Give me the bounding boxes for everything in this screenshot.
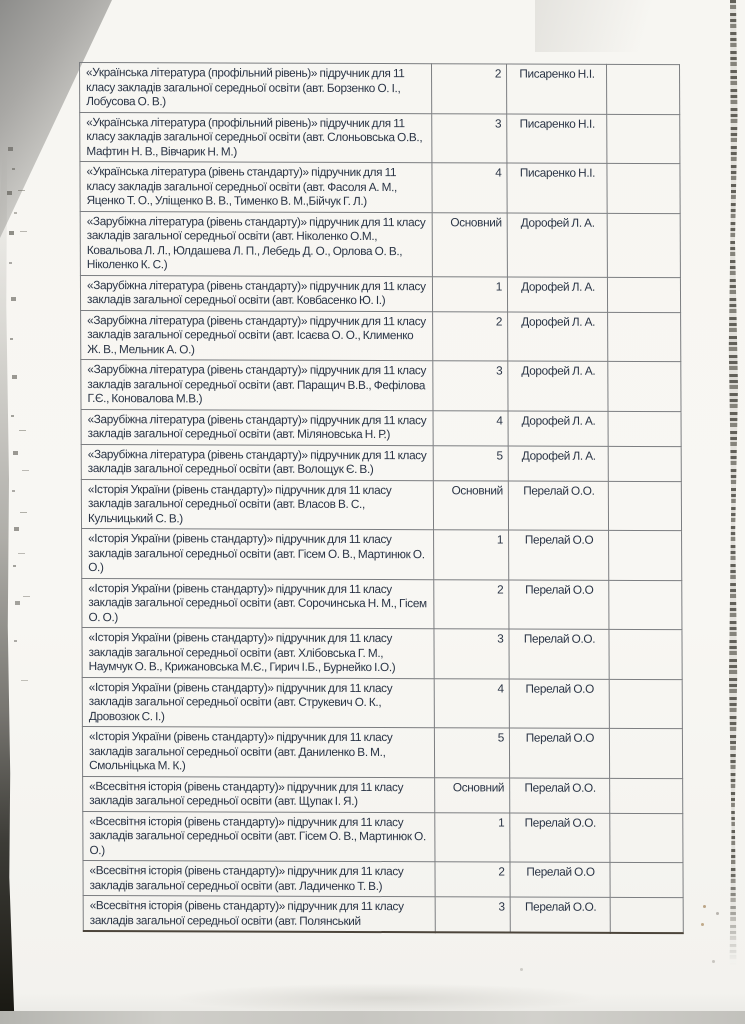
- variant-number-cell: [433, 480, 508, 530]
- textbook-title-cell: [83, 861, 435, 897]
- handwritten-signature-icon: [616, 314, 643, 361]
- variant-number-cell: [434, 728, 509, 778]
- textbook-title-cell: [81, 360, 433, 411]
- textbook-title: «Зарубіжна література (рівень стандарту)» підручник для 11 класу закладів загальної середньої освіти (авт. Паращич В.В., Фефілова Г.Є., Коновалова М.В.): [87, 362, 427, 406]
- variant-number: Основний: [450, 214, 502, 229]
- textbook-title-cell: [81, 444, 433, 480]
- textbook-title-cell: [82, 677, 434, 728]
- handwritten-signature-icon: [615, 902, 672, 933]
- variant-number-cell: [434, 579, 509, 629]
- reviewer-name-cell: [510, 897, 610, 933]
- variant-number: Основний: [451, 482, 503, 497]
- variant-number-cell: [432, 163, 507, 213]
- signature-cell: [610, 813, 683, 863]
- signature-cell: [610, 862, 683, 897]
- scan-bottom-edge: [0, 1011, 745, 1024]
- textbook-title: «Українська література (профільний рівень)» підручник для 11 класу закладів загальної середньої освіти (авт. Слоньовська О.В., Мафтин Н. В., Вівчарик Н. М.): [86, 114, 423, 159]
- textbook-title: «Історія України (рівень стандарту)» підручник для 11 класу закладів загальної середньої освіти (авт. Сорочинська Н. М., Гісем О. О.): [88, 580, 427, 624]
- textbook-title-cell: [80, 162, 432, 213]
- textbook-title: «Історія України (рівень стандарту)» підручник для 11 класу закладів загальної середньої освіти (авт. Хлібовська Г. М., Наумчук О. В., Крижановська М.Є., Гирич І.Б., Бурнейко І.О.): [88, 630, 396, 675]
- reviewer-name: Дорофей Л. А.: [520, 215, 595, 230]
- signature-cell: [609, 530, 682, 580]
- variant-number-cell: [433, 361, 508, 411]
- handwritten-signature-icon: [614, 683, 671, 714]
- variant-number: 4: [497, 680, 504, 695]
- textbook-title-cell: [83, 811, 435, 862]
- textbook-title-cell: [82, 529, 434, 580]
- table-row: [80, 63, 680, 115]
- variant-number-cell: [434, 629, 509, 679]
- table-row: [83, 896, 683, 934]
- textbook-title: «Зарубіжна література (рівень стандарту)» підручник для 11 класу закладів загальної середньої освіти (авт. Волощук Є. В.): [87, 446, 427, 477]
- variant-number: 3: [495, 115, 502, 130]
- textbook-title-cell: [82, 628, 434, 679]
- textbook-title-cell: [80, 112, 432, 163]
- scan-ink-dots: [0, 0, 3, 3]
- variant-number-cell: [433, 311, 508, 361]
- handwritten-signature-icon: [614, 817, 671, 848]
- reviewer-name-cell: [509, 580, 609, 630]
- textbook-title: «Всесвітня історія (рівень стандарту)» підручник для 11 класу закладів загальної середньої освіти (авт. Гісем О. В., Мартинюк О. О.): [89, 813, 426, 857]
- table-row: [82, 727, 682, 779]
- textbook-title-cell: [81, 479, 433, 530]
- variant-number-cell: [432, 212, 507, 276]
- textbook-title: «Історія України (рівень стандарту)» підручник для 11 класу закладів загальної середньої освіти (авт. Даниленко В. М., Смольніцька М. К.): [88, 729, 393, 773]
- reviewer-name-cell: [507, 113, 607, 163]
- variant-number: 1: [498, 814, 505, 829]
- textbook-title: «Всесвітня історія (рівень стандарту)» підручник для 11 класу закладів загальної середньої освіти (авт. Полянський: [89, 898, 404, 928]
- variant-number: 1: [496, 532, 504, 547]
- variant-number: 2: [494, 66, 502, 81]
- variant-number: 5: [497, 730, 504, 745]
- textbook-title: «Зарубіжна література (рівень стандарту)» підручник для 11 класу закладів загальної середньої освіти (авт. Ковбасенко Ю. І.): [86, 277, 426, 308]
- reviewer-name: Дорофей Л. А.: [521, 448, 596, 463]
- reviewer-name: Дорофей Л. А.: [521, 279, 595, 294]
- reviewer-name-cell: [510, 778, 610, 813]
- handwritten-signature-icon: [613, 634, 670, 665]
- signature-cell: [607, 213, 680, 277]
- variant-number-cell: [435, 862, 510, 897]
- signature-cell: [609, 679, 682, 729]
- textbook-title: «Зарубіжна література (рівень стандарту)» підручник для 11 класу закладів загальної середньої освіти (авт. Ісаєва О. О., Клименко Ж. В., Мельник А. О.): [87, 312, 426, 356]
- reviewer-name: Перелай О.О.: [524, 899, 597, 914]
- variant-number-cell: [435, 812, 510, 862]
- table-row: [80, 211, 680, 277]
- table-row: [83, 811, 683, 863]
- variant-number: 2: [495, 313, 503, 328]
- table-row: [80, 162, 680, 214]
- textbook-title: «Всесвітня історія (рівень стандарту)» підручник для 11 класу закладів загальної середньої освіти (авт. Ладиченко Т. В.): [89, 863, 404, 893]
- textbook-title-cell: [81, 310, 433, 361]
- signature-cell: [610, 897, 683, 933]
- textbook-title: «Зарубіжна література (рівень стандарту)» підручник для 11 класу закладів загальної середньої освіти (авт. Міляновська Н. Р.): [87, 411, 427, 442]
- variant-number-cell: [433, 410, 508, 445]
- signature-cell: [609, 629, 682, 679]
- variant-number-cell: [432, 64, 507, 114]
- handwritten-signature-icon: [616, 215, 643, 262]
- reviewer-name-cell: [509, 679, 609, 729]
- variant-number: 3: [497, 631, 504, 646]
- reviewer-name-cell: [507, 163, 607, 213]
- reviewer-name: Перелай О.О.: [523, 631, 596, 646]
- reviewer-name-cell: [507, 212, 607, 276]
- signature-cell: [608, 481, 681, 531]
- reviewer-name: Дорофей Л. А.: [521, 363, 596, 378]
- reviewer-name: Дорофей Л. А.: [521, 314, 596, 329]
- variant-number: 3: [498, 899, 505, 914]
- table-row: [81, 360, 681, 412]
- scan-binding-shadow: [0, 150, 15, 1016]
- signature-cell: [607, 163, 680, 213]
- variant-number: 5: [496, 447, 503, 462]
- variant-number: 2: [498, 864, 505, 879]
- handwritten-signature-icon: [613, 485, 670, 516]
- table-row: [81, 479, 681, 531]
- reviewer-name-cell: [510, 813, 610, 863]
- reviewer-name: Перелай О.О.: [524, 780, 596, 795]
- reviewer-name: Перелай О.О: [526, 864, 595, 879]
- variant-number: 4: [495, 165, 502, 180]
- reviewer-name-cell: [508, 361, 608, 411]
- table-row: [81, 444, 681, 481]
- textbook-title-cell: [82, 578, 434, 629]
- textbook-title: «Зарубіжна література (рівень стандарту)» підручник для 11 класу закладів загальної середньої освіти (авт. Ніколенко О.М., Ковальова Л. Л., Юлдашева Л. П., Лебедь Д. О., Орлова О. В., Ніколенко К. С.): [86, 213, 426, 272]
- textbook-title: «Всесвітня історія (рівень стандарту)» підручник для 11 класу закладів загальної середньої освіти (авт. Щупак І. Я.): [89, 778, 404, 808]
- reviewer-name: Перелай О.О: [525, 582, 594, 597]
- signature-cell: [608, 411, 681, 446]
- variant-number: 4: [496, 412, 503, 427]
- textbook-title: «Українська література (профільний рівень)» підручник для 11 класу закладів загальної середньої освіти (авт. Борзенко О. І., Лобусова О. В.): [86, 65, 405, 109]
- reviewer-name-cell: [508, 311, 608, 361]
- variant-number-cell: [435, 897, 510, 933]
- handwritten-signature-icon: [614, 733, 671, 764]
- reviewer-name: Перелай О.О: [525, 681, 594, 696]
- reviewer-name: Перелай О.О: [524, 532, 594, 547]
- table-row: [80, 275, 680, 312]
- signature-cell: [608, 312, 681, 362]
- handwritten-signature-icon: [602, 152, 708, 214]
- signature-cell: [610, 778, 683, 813]
- reviewer-name: Перелай О.О: [525, 730, 595, 745]
- variant-number-cell: [434, 678, 509, 728]
- reviewer-name: Писаренко Н.І.: [519, 66, 595, 81]
- table-row: [82, 628, 682, 680]
- textbook-title: «Історія України (рівень стандарту)» підручник для 11 класу закладів загальної середньої освіти (авт. Власов В. С., Кульчицький С. В.): [87, 481, 392, 525]
- table-row: [81, 310, 681, 362]
- handwritten-signature-icon: [615, 867, 672, 898]
- textbook-title: «Історія України (рівень стандарту)» підручник для 11 класу закладів загальної середньої освіти (авт. Гісем О. В., Мартинюк О. О.): [88, 531, 425, 575]
- reviewer-name-cell: [510, 862, 610, 897]
- reviewer-name: Писаренко Н.І.: [519, 165, 596, 180]
- variant-number: 3: [496, 363, 503, 378]
- variant-number: Основний: [452, 779, 505, 794]
- textbook-title-cell: [80, 63, 432, 114]
- reviewer-name: Дорофей Л. А.: [521, 413, 596, 428]
- handwritten-signature-icon: [602, 39, 708, 101]
- handwritten-signature-icon: [613, 535, 670, 566]
- reviewer-name-cell: [507, 276, 607, 311]
- table-row: [82, 578, 682, 630]
- reviewer-name-cell: [509, 530, 609, 580]
- handwritten-signature-icon: [613, 584, 670, 615]
- textbook-title-cell: [83, 896, 435, 933]
- reviewer-name: Писаренко Н.І.: [519, 116, 595, 131]
- handwritten-signature-icon: [616, 364, 643, 411]
- textbook-title-cell: [80, 275, 432, 311]
- reviewer-name-cell: [509, 629, 609, 679]
- textbook-title-cell: [83, 776, 435, 812]
- signature-cell: [608, 446, 681, 481]
- textbook-approval-table: [79, 62, 684, 934]
- table-row: [83, 776, 683, 813]
- handwritten-signature-icon: [614, 782, 671, 813]
- signature-cell: [608, 361, 681, 411]
- scan-bottom-smudge: [170, 983, 600, 1013]
- table-row: [82, 677, 682, 729]
- variant-number-cell: [435, 777, 510, 812]
- textbook-title-cell: [80, 211, 432, 276]
- textbook-title: «Українська література (рівень стандарту)» підручник для 11 класу закладів загальної середньої освіти (авт. Фасоля А. М., Яценко Т. О., Уліщенко В. В., Тименко В. М.,Бійчук Г. Л.): [86, 164, 397, 209]
- variant-number: 2: [497, 581, 504, 596]
- variant-number-cell: [432, 276, 507, 311]
- textbook-title-cell: [81, 409, 433, 445]
- signature-cell: [609, 728, 682, 778]
- table-body: [80, 63, 684, 934]
- reviewer-name-cell: [508, 410, 608, 445]
- textbook-title: «Історія України (рівень стандарту)» підручник для 11 класу закладів загальної середньої освіти (авт. Струкевич О. К., Дровозюк С. І.): [88, 679, 393, 723]
- reviewer-name-cell: [506, 64, 606, 114]
- table-row: [81, 409, 681, 446]
- reviewer-name-cell: [508, 446, 608, 481]
- signature-cell: [609, 580, 682, 630]
- table-row: [82, 529, 682, 581]
- scan-right-edge: [728, 0, 738, 965]
- reviewer-name: Перелай О.О.: [524, 815, 596, 830]
- table-row: [80, 112, 680, 164]
- variant-number-cell: [432, 113, 507, 163]
- reviewer-name: Перелай О.О.: [523, 483, 595, 498]
- textbook-title-cell: [82, 727, 434, 778]
- variant-number: 1: [495, 278, 502, 293]
- table-row: [83, 861, 683, 898]
- variant-number-cell: [433, 445, 508, 480]
- reviewer-name-cell: [508, 481, 608, 531]
- reviewer-name-cell: [509, 728, 609, 778]
- variant-number-cell: [434, 530, 509, 580]
- signature-cell: [607, 277, 680, 312]
